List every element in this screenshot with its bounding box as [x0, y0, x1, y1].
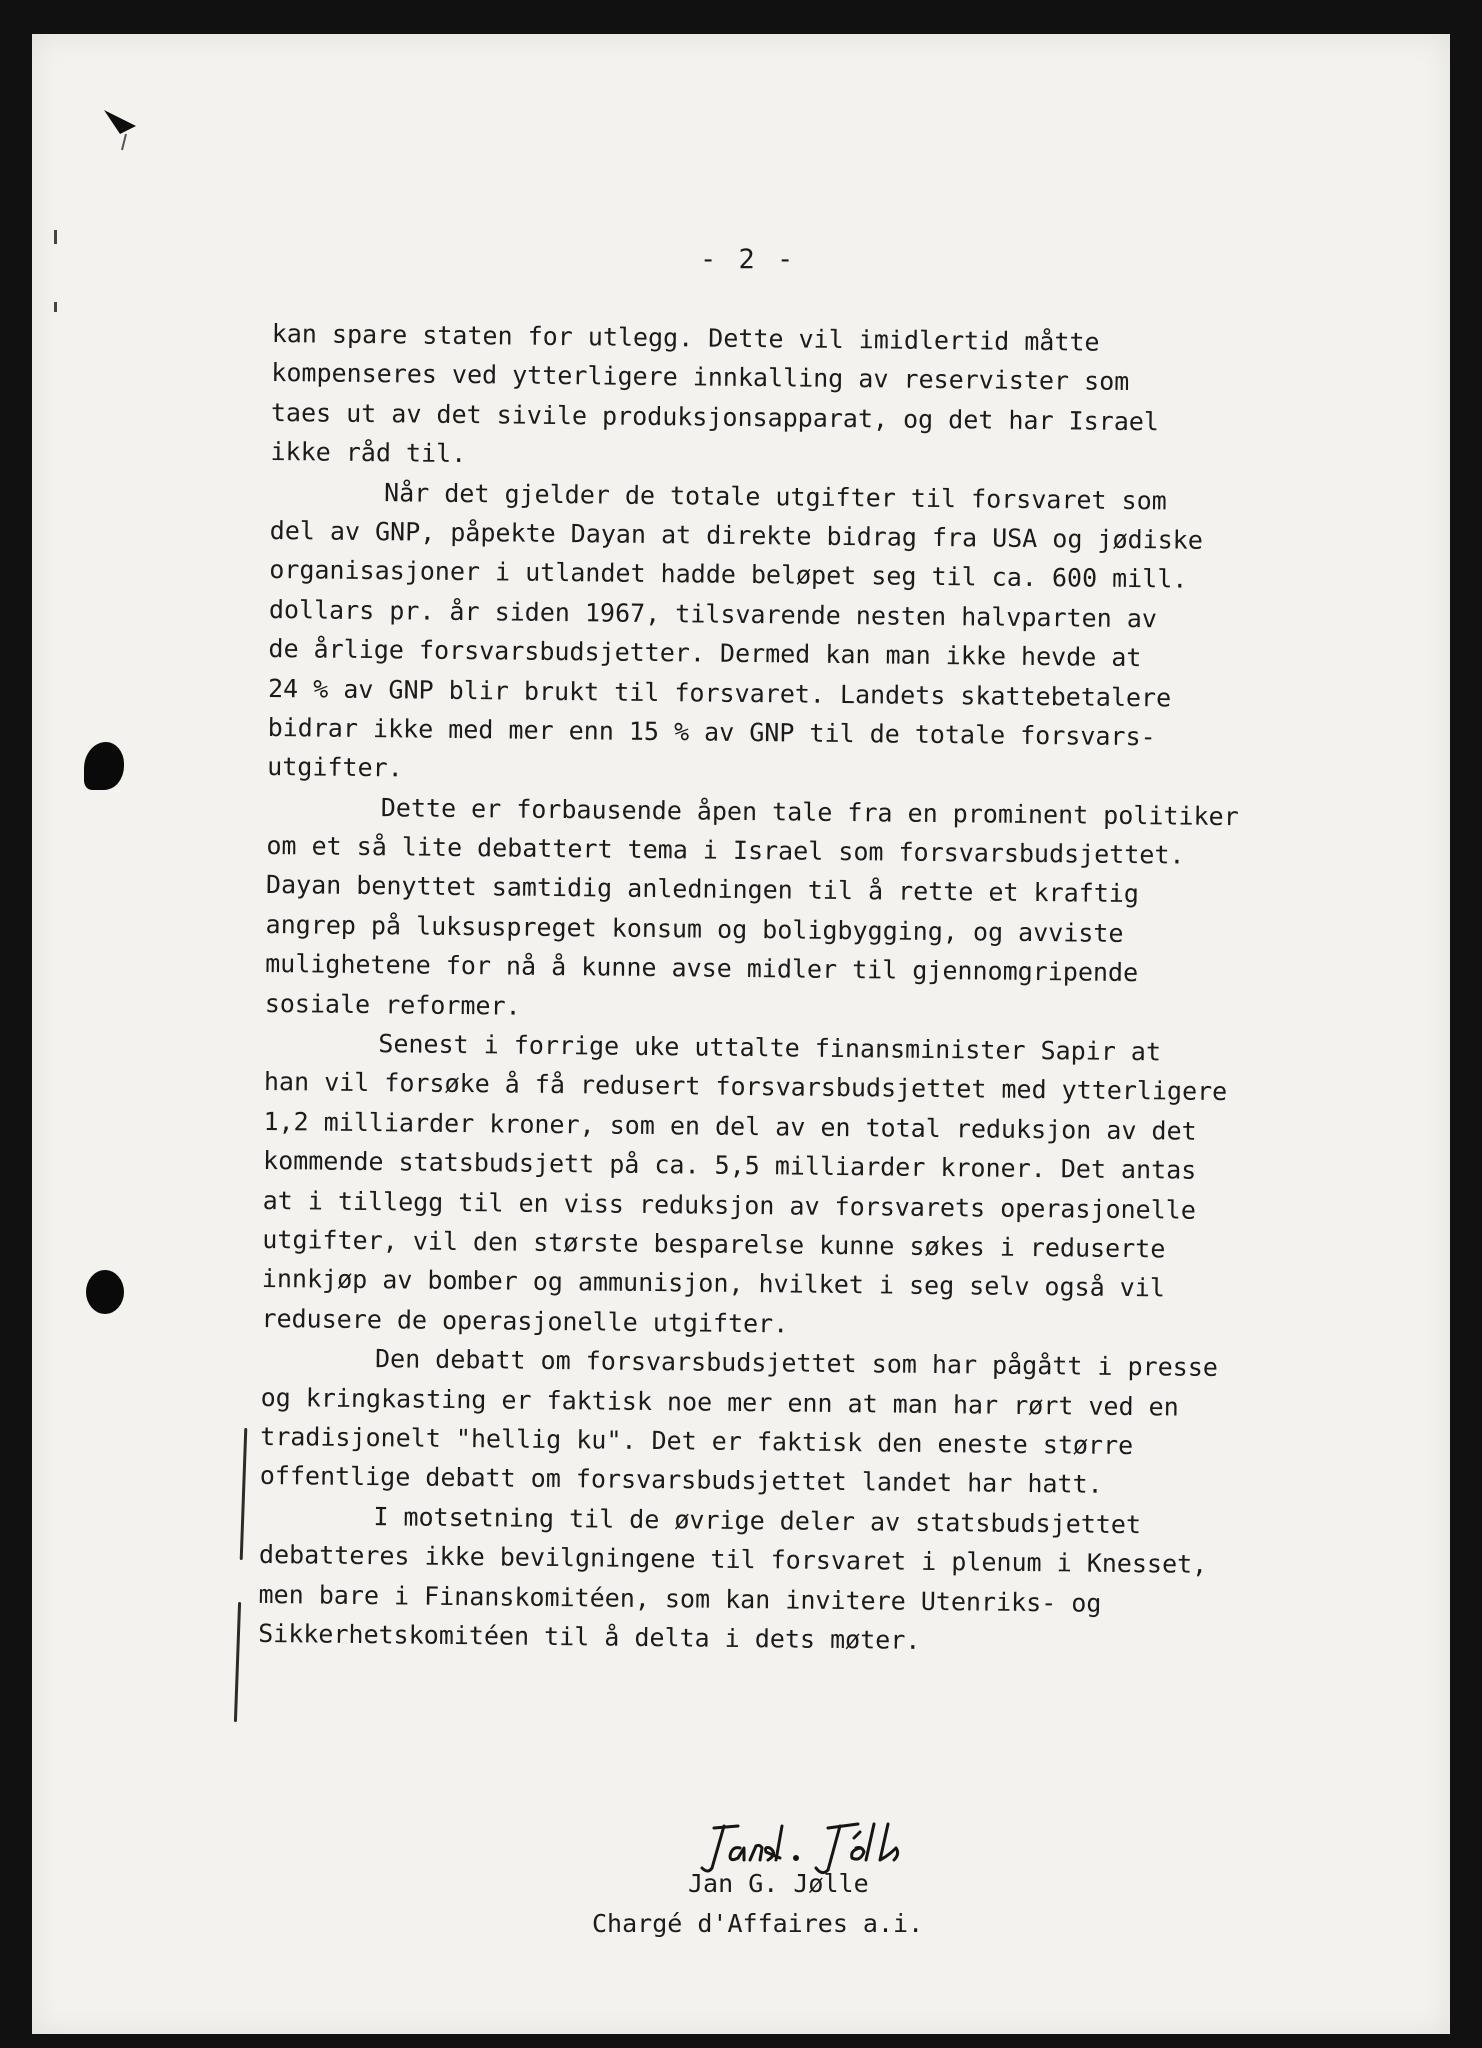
signature-block — [592, 1864, 923, 1944]
corner-mark — [100, 104, 150, 164]
text-line: kan spare staten for utlegg. Dette vil imidlertid måtte — [271, 318, 1100, 357]
text-line: mulighetene for nå å kunne avse midler til gjennomgripende — [265, 949, 1139, 988]
text-line: Senest i forrige uke uttalte finansminister Sapir at — [378, 1029, 1162, 1067]
letter-body — [258, 314, 1392, 1665]
paragraph — [265, 787, 1387, 1035]
text-line: angrep på luksuspreget konsum og boligbygging, og avviste — [265, 909, 1124, 948]
punch-hole — [84, 742, 124, 790]
text-line: om et så lite debattert tema i Israel som forsvarsbudsjettet. — [266, 831, 1185, 870]
signatory-title: Chargé d'Affaires a.i. — [592, 1909, 924, 1938]
text-line: tradisjonelt "hellig ku". Det er faktisk den eneste større — [260, 1421, 1134, 1461]
text-line: Dette er forbausende åpen tale fra en prominent politiker — [380, 792, 1239, 831]
text-line: taes ut av det sivile produksjonsapparat, og det har Israel — [270, 397, 1160, 437]
text-line: innkjøp av bomber og ammunisjon, hvilket i seg selv også vil — [261, 1264, 1166, 1303]
text-line: utgifter, vil den største besparelse kunne søkes i reduserte — [262, 1224, 1166, 1264]
text-line: ikke råd til. — [270, 437, 467, 469]
paragraph — [261, 1023, 1384, 1350]
text-line: men bare i Finanskomitéen, som kan invitere Utenriks- og — [258, 1579, 1102, 1618]
text-line: han vil forsøke å få redusert forsvarsbudsjettet med ytterligere — [263, 1067, 1228, 1107]
margin-tick — [54, 302, 57, 312]
paragraph — [267, 472, 1390, 799]
text-line: redusere de operasjonelle utgifter. — [261, 1303, 789, 1339]
punch-hole — [86, 1270, 124, 1314]
text-line: I motsetning til de øvrige deler av statsbudsjettet — [373, 1501, 1142, 1539]
signatory-name: Jan G. Jølle — [688, 1869, 869, 1898]
text-line: Den debatt om forsvarsbudsjettet som har pågått i presse — [374, 1344, 1219, 1383]
text-line: dollars pr. år siden 1967, tilsvarende nesten halvparten av — [268, 594, 1158, 634]
text-line: del av GNP, påpekte Dayan at direkte bidrag fra USA og jødiske — [269, 515, 1204, 555]
margin-tick — [54, 230, 57, 244]
text-line: Sikkerhetskomitéen til å delta i dets møter. — [258, 1618, 921, 1655]
text-line: Når det gjelder de totale utgifter til forsvaret som — [383, 477, 1167, 515]
text-line: kommende statsbudsjett på ca. 5,5 milliarder kroner. Det antas — [262, 1146, 1197, 1185]
text-line: Dayan benyttet samtidig anledningen til å rette et kraftig — [265, 870, 1140, 909]
text-line: bidrar ikke med mer enn 15 % av GNP til de totale forsvars- — [267, 712, 1156, 752]
text-line: de årlige forsvarsbudsjetter. Dermed kan man ikke hevde at — [268, 634, 1142, 673]
paragraph — [260, 1338, 1382, 1507]
paragraph — [258, 1496, 1380, 1665]
text-line: offentlige debatt om forsvarsbudsjettet landet har hatt. — [259, 1461, 1103, 1500]
text-line: 1,2 milliarder kroner, som en del av en total reduksjon av det — [263, 1106, 1197, 1146]
text-line: utgifter. — [267, 752, 403, 783]
text-line: debatteres ikke bevilgningene til forsvaret i plenum i Knesset, — [258, 1540, 1208, 1579]
text-line: sosiale reformer. — [264, 988, 521, 1021]
text-line: og kringkasting er faktisk noe mer enn at man har rørt ved en — [260, 1382, 1179, 1422]
text-line: at i tillegg til en viss reduksjon av forsvarets operasjonelle — [262, 1185, 1197, 1225]
text-line: organisasjoner i utlandet hadde beløpet seg til ca. 600 mill. — [269, 555, 1188, 594]
page-number: - 2 - — [700, 244, 797, 275]
paragraph — [270, 314, 1392, 483]
text-line: kompenseres ved ytterligere innkalling av reservister som — [271, 358, 1130, 397]
text-line: 24 % av GNP blir brukt til forsvaret. Landets skattebetalere — [267, 673, 1172, 712]
